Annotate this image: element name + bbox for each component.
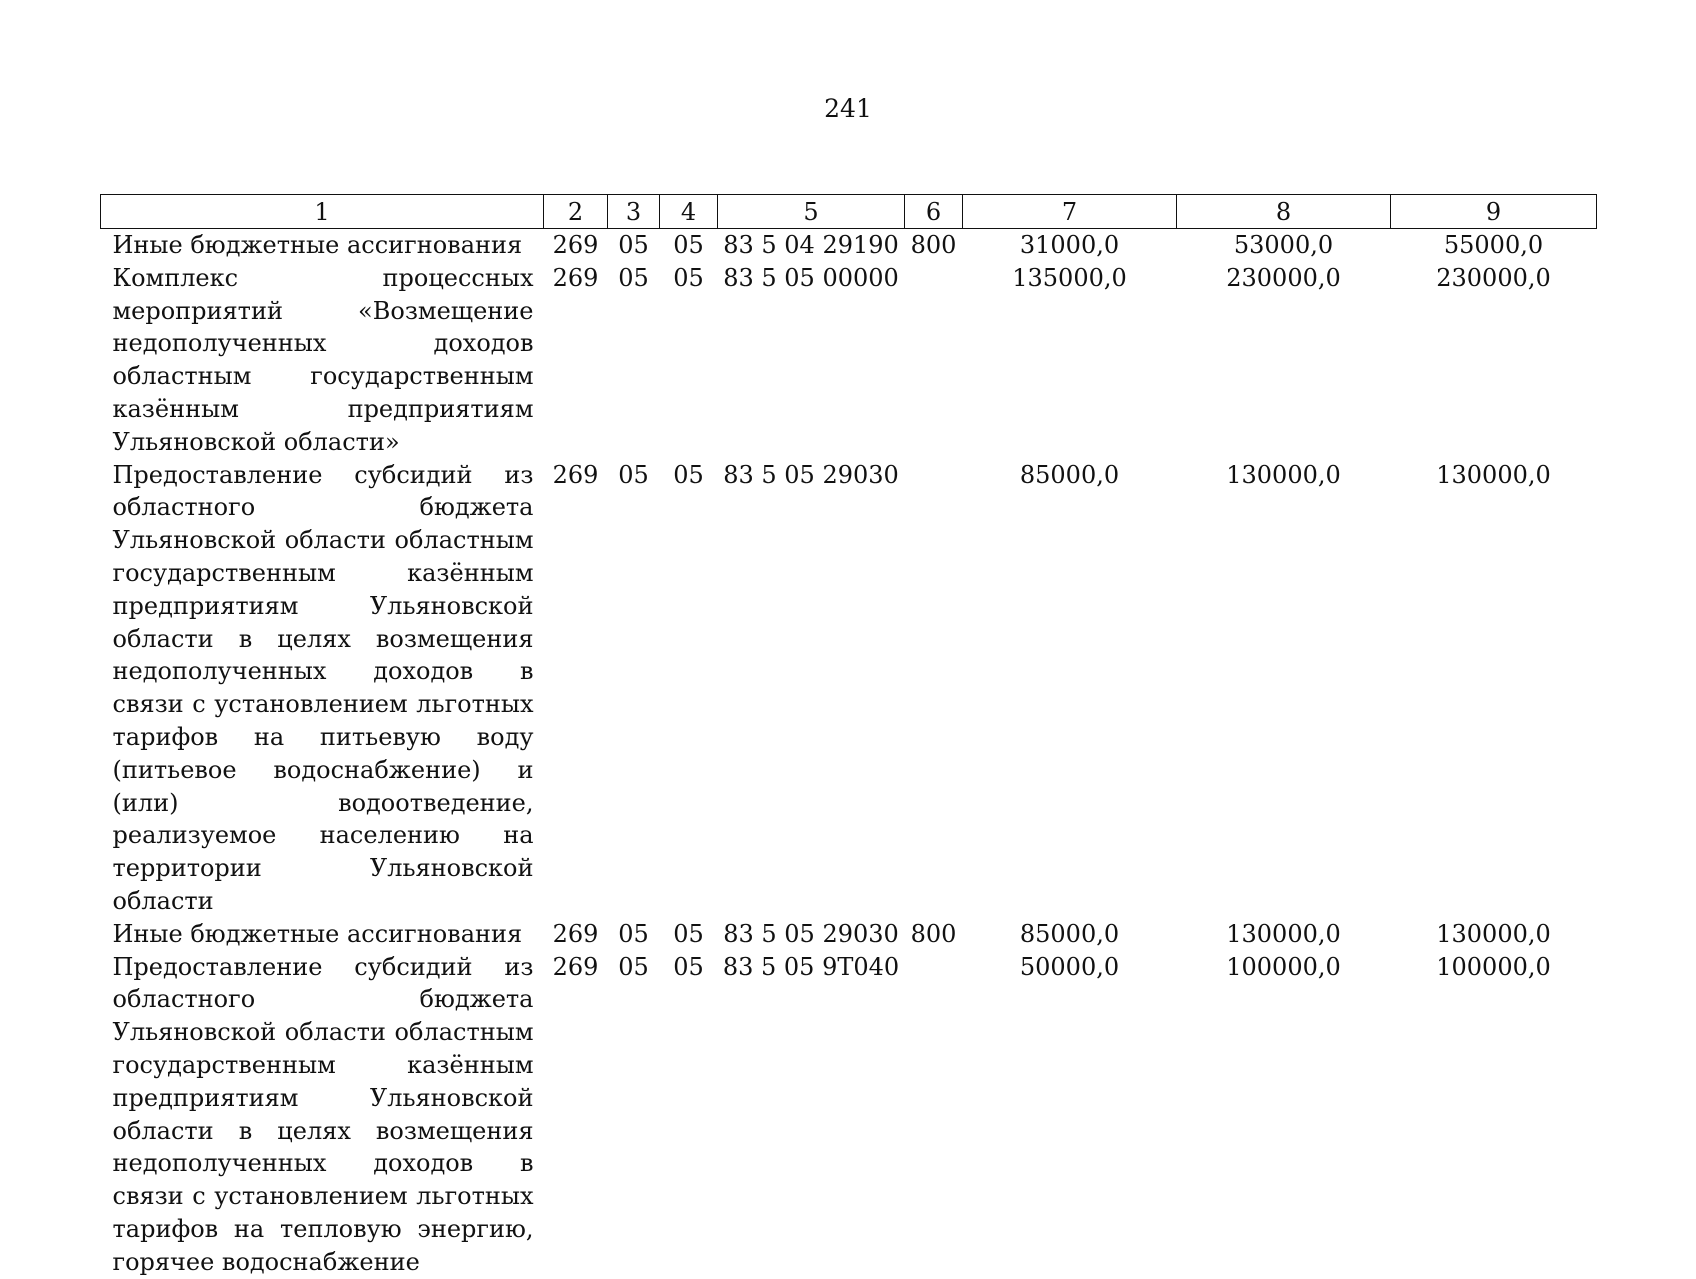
row-col6 — [905, 459, 963, 918]
table-row — [101, 262, 1597, 459]
row-description: Предоставление субсидий из областного бюджета Ульяновской области областным государственным казённым предприятиям Ульяновской области в целях возмещения недополученных доходов в связи с установлением льготных тарифов на тепловую энергию, горячее водоснабжение — [112, 952, 534, 1276]
row-col2: 269 — [552, 263, 599, 292]
row-col2: 269 — [552, 231, 599, 259]
row-col8: 130000,0 — [1226, 919, 1341, 948]
row-col4: 05 — [673, 231, 704, 259]
row-col9: 230000,0 — [1436, 263, 1551, 292]
table-row — [101, 229, 1597, 262]
row-col4: 05 — [673, 263, 704, 292]
row-col5: 83 5 04 29190 — [723, 231, 899, 259]
table-row — [101, 951, 1597, 1279]
row-col2: 269 — [552, 460, 599, 489]
row-col9: 100000,0 — [1436, 952, 1551, 981]
row-col7: 135000,0 — [1012, 263, 1127, 292]
row-col8: 53000,0 — [1233, 231, 1334, 259]
row-col6 — [905, 262, 963, 459]
row-col8: 230000,0 — [1226, 263, 1341, 292]
row-col2: 269 — [552, 919, 599, 948]
row-col7: 85000,0 — [1019, 919, 1120, 948]
row-col7: 50000,0 — [1019, 952, 1120, 981]
row-description: Комплекс процессных мероприятий «Возмещение недополученных доходов областным государственным казённым предприятиям Ульяновской области» — [112, 263, 534, 456]
column-header: 8 — [1177, 195, 1391, 229]
row-col6: 800 — [910, 919, 957, 948]
row-col6: 800 — [910, 231, 957, 259]
column-header: 1 — [101, 195, 544, 229]
row-col5: 83 5 05 9Т040 — [722, 952, 900, 981]
row-col8: 130000,0 — [1226, 460, 1341, 489]
row-col5: 83 5 05 29030 — [723, 919, 899, 948]
row-col7: 85000,0 — [1019, 460, 1120, 489]
page-number: 241 — [824, 94, 872, 123]
column-header: 5 — [718, 195, 905, 229]
row-col3: 05 — [618, 263, 649, 292]
header-row — [101, 195, 1597, 229]
row-description: Иные бюджетные ассигнования — [112, 919, 523, 948]
row-col7: 31000,0 — [1019, 231, 1120, 259]
row-col9: 55000,0 — [1443, 231, 1544, 259]
column-header: 2 — [544, 195, 608, 229]
column-header: 4 — [660, 195, 718, 229]
column-header: 6 — [905, 195, 963, 229]
table-row — [101, 918, 1597, 951]
row-description: Иные бюджетные ассигнования — [112, 231, 523, 259]
row-col3: 05 — [618, 231, 649, 259]
table-row — [101, 459, 1597, 918]
column-header: 7 — [963, 195, 1177, 229]
row-description: Предоставление субсидий из областного бюджета Ульяновской области областным государственным казённым предприятиям Ульяновской области в целях возмещения недополученных доходов в связи с установлением льготных тарифов на питьевую воду (питьевое водоснабжение) и (или) водоотведение, реализуемое населению на территории Ульяновской области — [112, 460, 534, 915]
budget-table — [100, 194, 1597, 1279]
row-col4: 05 — [673, 460, 704, 489]
row-col4: 05 — [673, 919, 704, 948]
row-col3: 05 — [618, 952, 649, 981]
row-col5: 83 5 05 29030 — [723, 460, 899, 489]
column-header: 3 — [608, 195, 660, 229]
row-col8: 100000,0 — [1226, 952, 1341, 981]
row-col9: 130000,0 — [1436, 460, 1551, 489]
row-col6 — [905, 951, 963, 1279]
row-col2: 269 — [552, 952, 599, 981]
row-col9: 130000,0 — [1436, 919, 1551, 948]
row-col5: 83 5 05 00000 — [723, 263, 899, 292]
row-col3: 05 — [618, 919, 649, 948]
row-col3: 05 — [618, 460, 649, 489]
column-header: 9 — [1391, 195, 1597, 229]
row-col4: 05 — [673, 952, 704, 981]
